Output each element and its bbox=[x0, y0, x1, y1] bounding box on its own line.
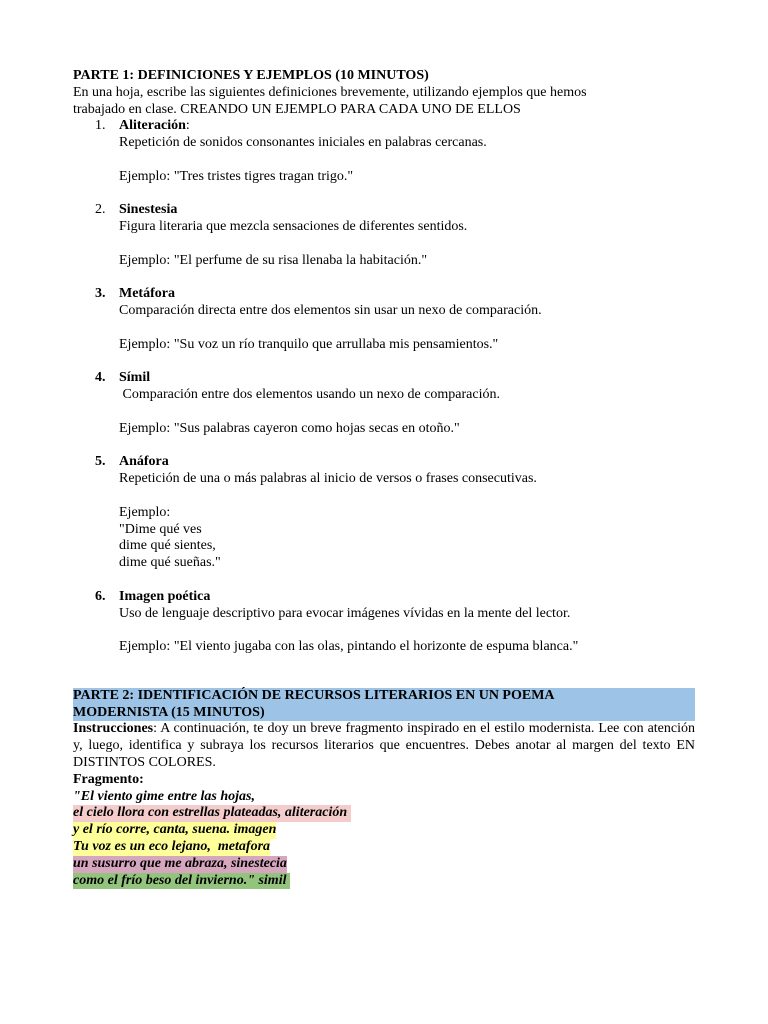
part2-heading-line2: MODERNISTA (15 MINUTOS) bbox=[73, 704, 265, 720]
item-example-line: dime qué sueñas." bbox=[119, 555, 221, 571]
item-definition: Comparación entre dos elementos usando un nexo de comparación. bbox=[119, 387, 500, 403]
item-definition: Repetición de sonidos consonantes iniciales en palabras cercanas. bbox=[119, 135, 487, 151]
item-number: 2. bbox=[95, 202, 106, 218]
part1-heading: PARTE 1: DEFINICIONES Y EJEMPLOS (10 MINUTOS) bbox=[73, 68, 429, 83]
item-definition: Repetición de una o más palabras al inicio de versos o frases consecutivas. bbox=[119, 471, 537, 487]
item-example: Ejemplo: "Tres tristes tigres tragan trigo." bbox=[119, 168, 354, 184]
instructions-text: : A continuación, te doy un breve fragmento inspirado en el estilo modernista. Lee con atención y, luego, identifica y subraya los recursos literarios que encuentres. Debes anotar al margen del texto EN DISTINTOS COLORES. bbox=[73, 721, 695, 771]
item-example: Ejemplo: "Sus palabras cayeron como hojas secas en otoño." bbox=[119, 420, 460, 436]
fragment-line-highlighted: un susurro que me abraza, sinestecia bbox=[73, 855, 287, 871]
part2-heading-line1: PARTE 2: IDENTIFICACIÓN DE RECURSOS LITERARIOS EN UN POEMA bbox=[73, 687, 555, 703]
item-number: 1. bbox=[95, 118, 106, 134]
list-item bbox=[73, 454, 695, 572]
fragment-poem bbox=[73, 789, 695, 890]
part2-heading bbox=[73, 688, 695, 722]
fragment-line: "El viento gime entre las hojas, bbox=[73, 788, 255, 804]
list-item bbox=[73, 589, 695, 656]
item-term: Aliteración bbox=[119, 118, 186, 134]
item-term: Metáfora bbox=[119, 286, 175, 302]
list-item bbox=[73, 286, 695, 353]
item-definition: Uso de lenguaje descriptivo para evocar imágenes vívidas en la mente del lector. bbox=[119, 605, 571, 621]
fragment-label: Fragmento: bbox=[73, 771, 144, 787]
list-item bbox=[73, 118, 695, 185]
item-number: 3. bbox=[95, 286, 106, 302]
item-example: Ejemplo: "El viento jugaba con las olas, pintando el horizonte de espuma blanca." bbox=[119, 639, 579, 655]
item-term: Imagen poética bbox=[119, 588, 211, 604]
item-example-line: dime qué sientes, bbox=[119, 538, 216, 554]
part1-intro-line1: En una hoja, escribe las siguientes definiciones brevemente, utilizando ejemplos que hemos bbox=[73, 84, 587, 100]
list-item bbox=[73, 370, 695, 437]
list-item bbox=[73, 202, 695, 269]
item-example-line: "Dime qué ves bbox=[119, 521, 202, 537]
item-term-suffix: : bbox=[185, 118, 190, 134]
item-example: Ejemplo: "El perfume de su risa llenaba la habitación." bbox=[119, 252, 428, 268]
part1-intro-line2: trabajado en clase. CREANDO UN EJEMPLO PARA CADA UNO DE ELLOS bbox=[73, 101, 521, 117]
fragment-line-highlighted: y el río corre, canta, suena. imagen bbox=[73, 822, 277, 838]
item-term: Símil bbox=[119, 370, 151, 386]
instructions-label: Instrucciones bbox=[73, 721, 154, 737]
definitions-list bbox=[73, 118, 695, 656]
item-example-line: Ejemplo: bbox=[119, 504, 171, 520]
fragment-line-highlighted: Tu voz es un eco lejano, metafora bbox=[73, 839, 271, 855]
item-term: Anáfora bbox=[119, 454, 169, 470]
item-definition: Comparación directa entre dos elementos sin usar un nexo de comparación. bbox=[119, 303, 542, 319]
item-number: 5. bbox=[95, 454, 106, 470]
item-number: 6. bbox=[95, 588, 106, 604]
item-term: Sinestesia bbox=[119, 202, 178, 218]
item-example: Ejemplo: "Su voz un río tranquilo que arrullaba mis pensamientos." bbox=[119, 336, 499, 352]
fragment-line-highlighted: como el frío beso del invierno." simil bbox=[73, 872, 290, 888]
fragment-line-highlighted: el cielo llora con estrellas plateadas, aliteración bbox=[73, 805, 351, 821]
document-page bbox=[73, 68, 695, 889]
item-number: 4. bbox=[95, 370, 106, 386]
item-definition: Figura literaria que mezcla sensaciones de diferentes sentidos. bbox=[119, 219, 468, 235]
part2-instructions bbox=[73, 721, 695, 771]
